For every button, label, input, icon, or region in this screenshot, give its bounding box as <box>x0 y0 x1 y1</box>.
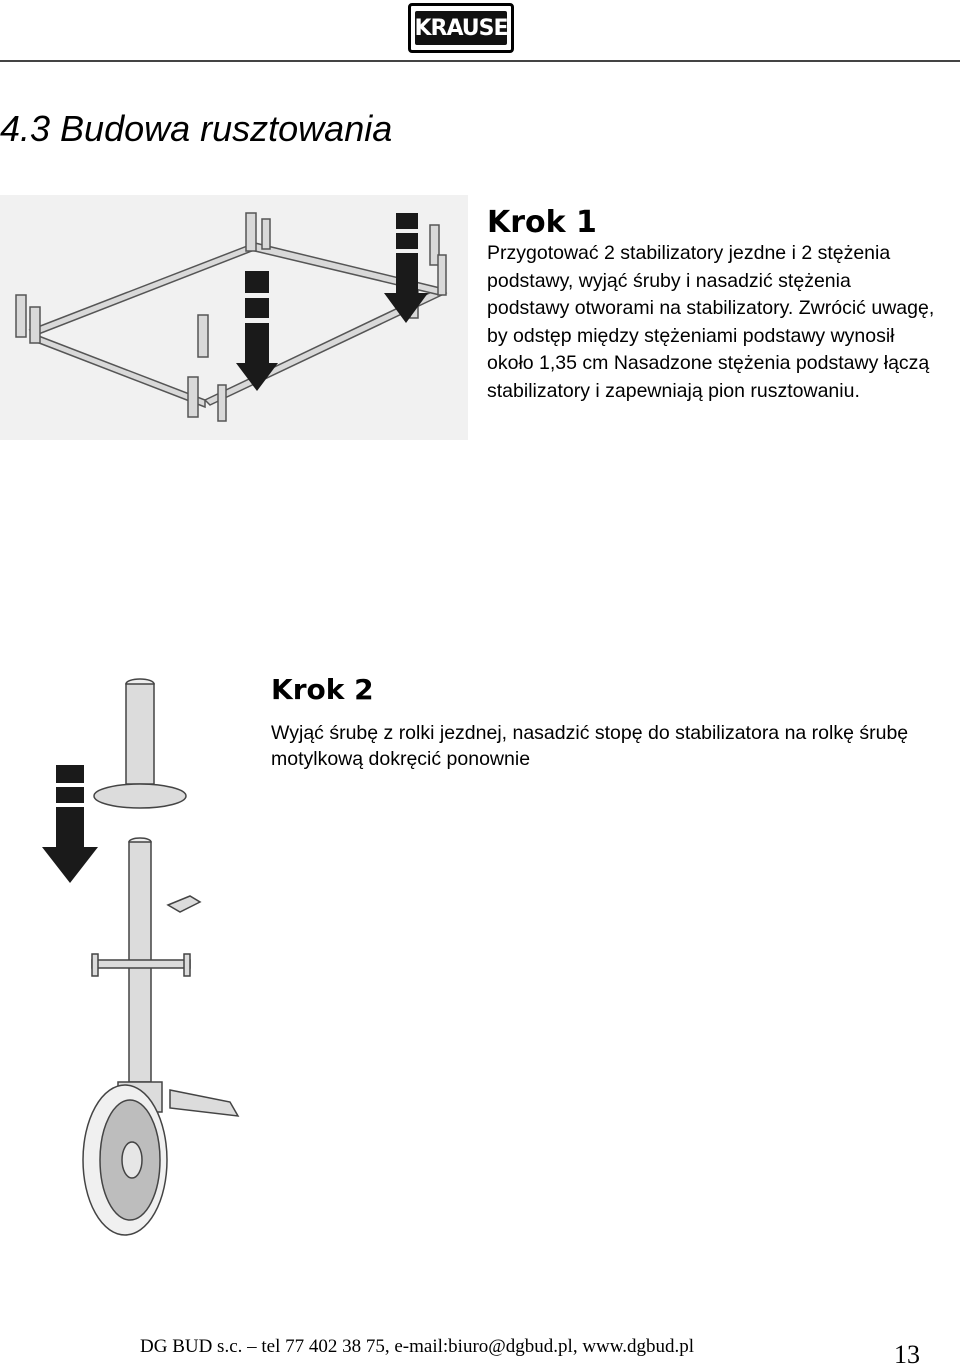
section-title: 4.3 Budowa rusztowania <box>0 108 393 149</box>
logo-wordmark: KRAUSE <box>415 11 507 45</box>
down-arrow-icon <box>42 765 98 883</box>
base-frame-illustration <box>0 195 468 440</box>
step1-instructions: Przygotować 2 stabilizatory jezdne i 2 stężenia podstawy, wyjąć śruby i nasadzić stężenia podstawy otworami na stabilizatory. Zwrócić uwagę, by odstęp między stężeniami podstawy wynosił około 1,35 cm Nasadzone stężenia podstawy łączą stabilizatory i zapewniają pion rusztowaniu. <box>487 242 935 402</box>
castor-assembly-figure <box>30 670 270 1250</box>
header-divider <box>0 60 960 62</box>
page-number: 13 <box>894 1340 920 1369</box>
step2-title: Krok 2 <box>271 673 374 706</box>
footer-contact: DG BUD s.c. – tel 77 402 38 75, e-mail:biuro@dgbud.pl, www.dgbud.pl <box>140 1336 695 1357</box>
step2-instructions: Wyjąć śrubę z rolki jezdnej, nasadzić stopę do stabilizatora na rolkę śrubę motylkową dokręcić ponownie <box>271 722 909 770</box>
step1-title: Krok 1 <box>487 205 597 240</box>
castor-assembly-illustration <box>30 670 270 1250</box>
down-arrow-right-icon <box>384 213 428 323</box>
base-frame-figure <box>0 195 468 440</box>
krause-logo <box>408 3 514 53</box>
